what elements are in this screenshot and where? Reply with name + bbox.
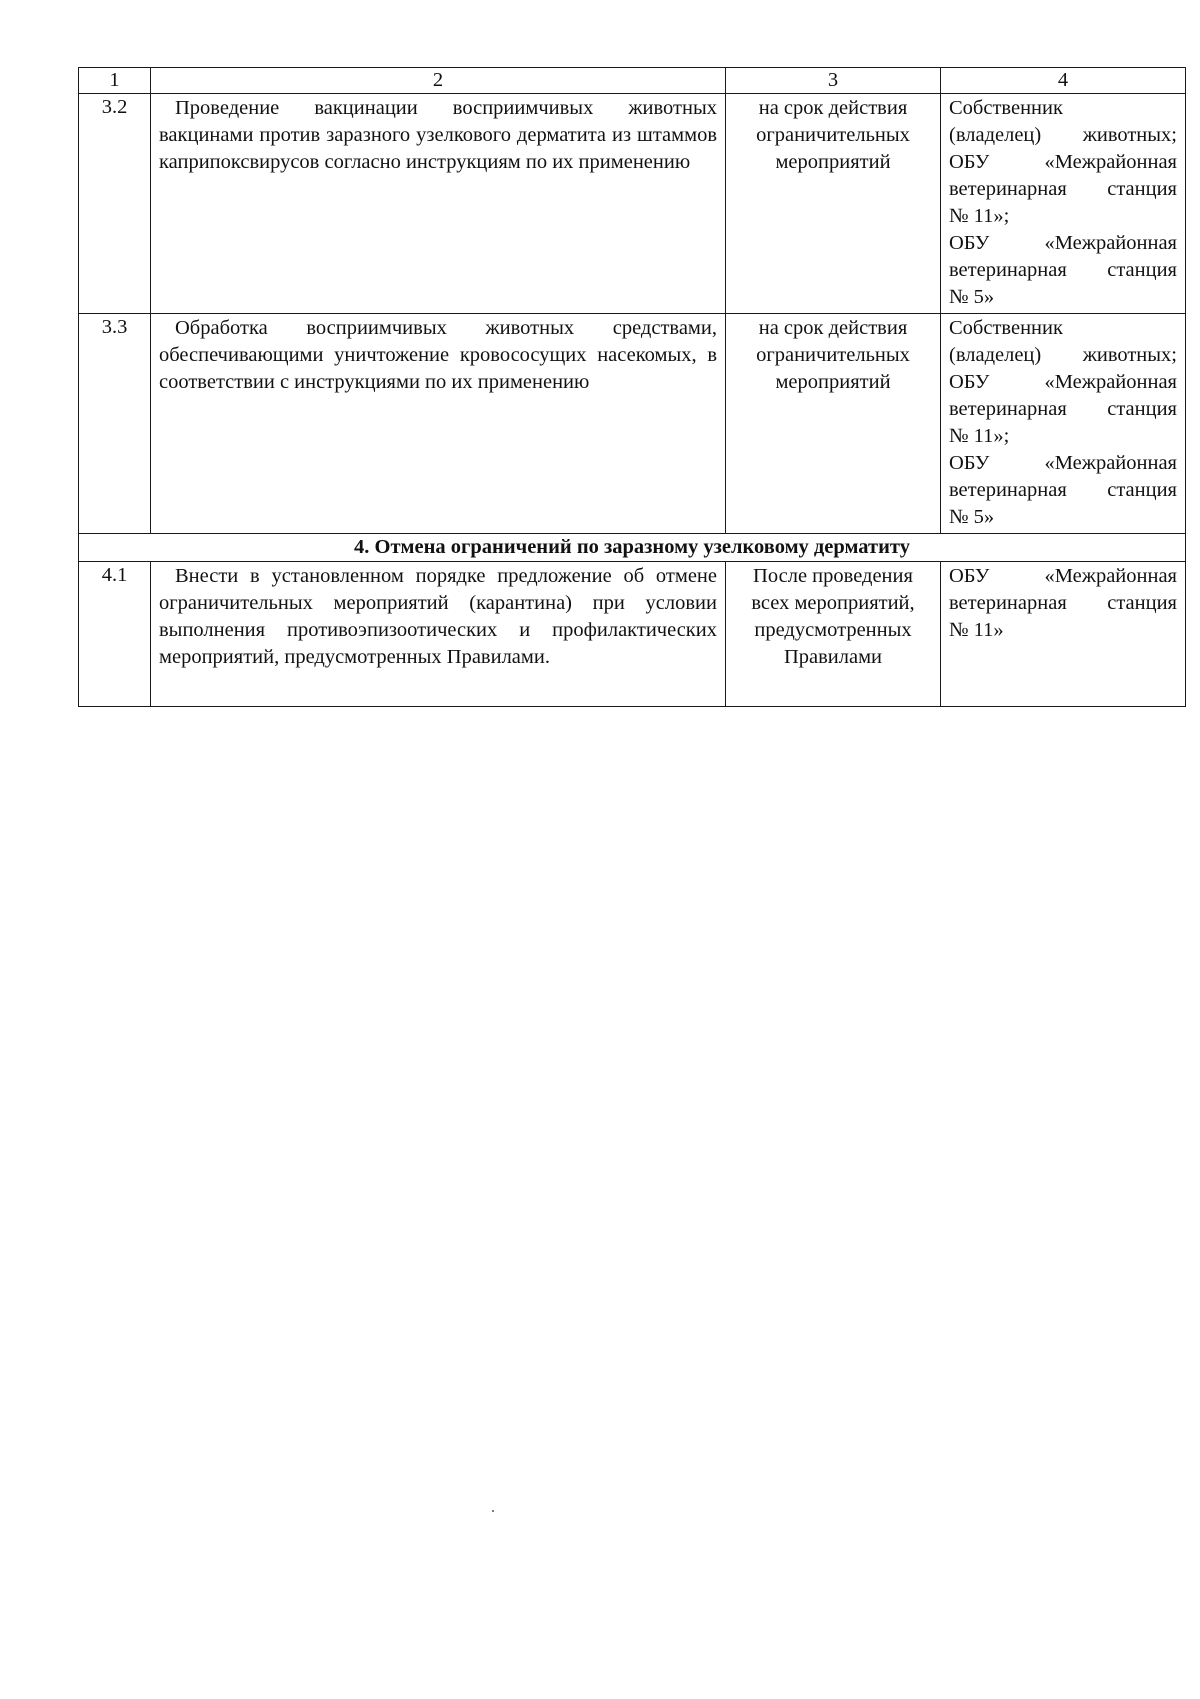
responsible-line: Собственник	[949, 317, 1063, 339]
row-action	[151, 94, 726, 314]
row-number: 3.3	[79, 314, 151, 534]
column-number-4: 4	[941, 68, 1186, 94]
section-title: 4. Отмена ограничений по заразному узелковому дерматиту	[79, 534, 1186, 562]
measures-table	[78, 67, 1186, 707]
responsible-line: (владелец) животных;	[949, 124, 1177, 146]
column-number-3: 3	[726, 68, 941, 94]
responsible-line: ОБУ «Межрайонная	[949, 452, 1177, 474]
row-number: 4.1	[79, 562, 151, 707]
row-term: на срок действия ограничительных мероприятий	[726, 314, 941, 534]
responsible-line: Собственник	[949, 97, 1063, 119]
row-responsible	[941, 94, 1186, 314]
row-action-text: Внести в установленном порядке предложение об отмене ограничительных мероприятий (карантина) при условии выполнения противоэпизоотических и профилактических мероприятий, предусмотренных Правилами.	[159, 565, 717, 668]
responsible-line: (владелец) животных;	[949, 344, 1177, 366]
responsible-line: ветеринарная станция	[949, 398, 1177, 420]
row-number: 3.2	[79, 94, 151, 314]
row-action-text: Обработка восприимчивых животных средствами, обеспечивающими уничтожение кровососущих насекомых, в соответствии с инструкциями по их применению	[159, 317, 717, 393]
row-action-text: Проведение вакцинации восприимчивых животных вакцинами против заразного узелкового дерматита из штаммов каприпоксвирусов согласно инструкциям по их применению	[159, 97, 717, 173]
table-row	[79, 314, 1186, 534]
responsible-line: № 11»;	[949, 205, 1010, 227]
responsible-line: ветеринарная станция	[949, 592, 1177, 614]
section-header-row	[79, 534, 1186, 562]
responsible-line: № 5»	[949, 506, 995, 528]
responsible-line: ветеринарная станция	[949, 259, 1177, 281]
responsible-line: № 5»	[949, 286, 995, 308]
column-number-1: 1	[79, 68, 151, 94]
row-action	[151, 562, 726, 707]
column-number-2: 2	[151, 68, 726, 94]
responsible-line: № 11»	[949, 619, 1004, 641]
responsible-line: ОБУ «Межрайонная	[949, 371, 1177, 393]
row-term: на срок действия ограничительных мероприятий	[726, 94, 941, 314]
row-responsible	[941, 314, 1186, 534]
responsible-line: ветеринарная станция	[949, 178, 1177, 200]
responsible-line: ОБУ «Межрайонная	[949, 151, 1177, 173]
row-responsible	[941, 562, 1186, 707]
responsible-line: № 11»;	[949, 425, 1010, 447]
table-row	[79, 562, 1186, 707]
table-header-row	[79, 68, 1186, 94]
scan-speck	[492, 1510, 494, 1512]
row-action	[151, 314, 726, 534]
responsible-line: ОБУ «Межрайонная	[949, 232, 1177, 254]
responsible-line: ОБУ «Межрайонная	[949, 565, 1177, 587]
row-term: После проведения всех мероприятий, предусмотренных Правилами	[726, 562, 941, 707]
table-row	[79, 94, 1186, 314]
responsible-line: ветеринарная станция	[949, 479, 1177, 501]
